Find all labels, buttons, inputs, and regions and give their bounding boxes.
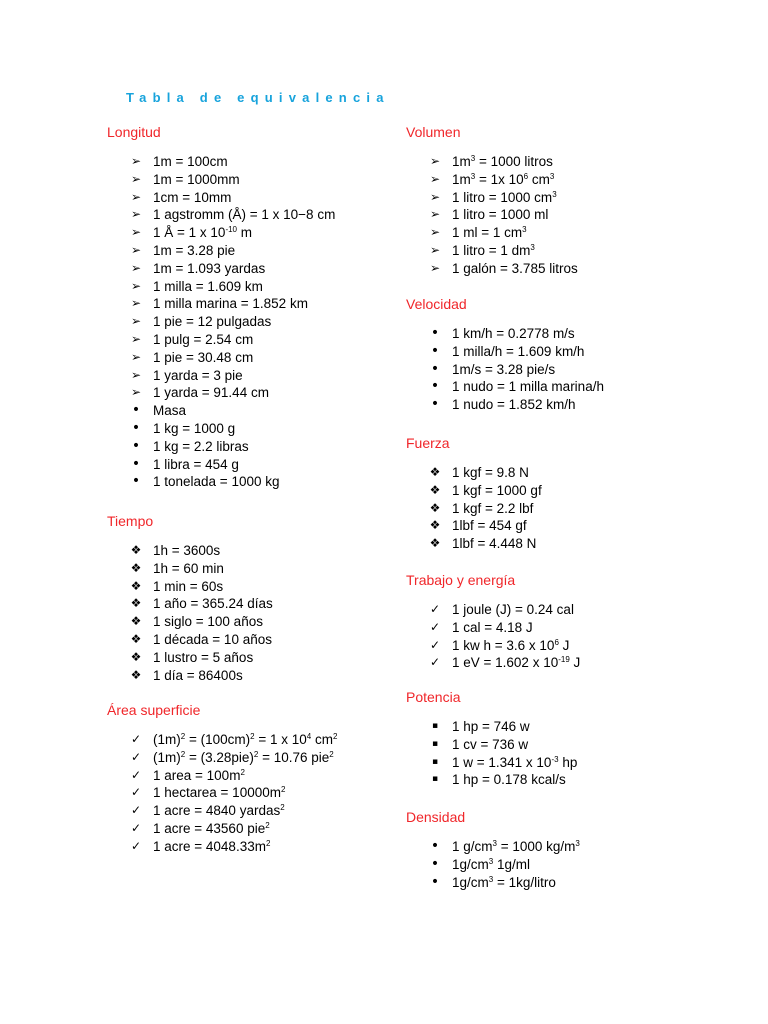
check-bullet-icon: ✓: [130, 820, 142, 835]
list-item: [107, 402, 335, 420]
item-text: 1 año = 365.24 días: [153, 596, 273, 612]
item-text: 1 kgf = 1000 gf: [452, 482, 542, 498]
superscript: 2: [250, 732, 255, 741]
item-text: Masa: [153, 403, 187, 419]
item-text: 1 nudo = 1.852 km/h: [452, 397, 576, 413]
dot-bullet-icon: •: [430, 325, 440, 341]
list-item: [107, 295, 335, 313]
item-text: 1cm = 10mm: [153, 189, 232, 205]
item-text: 1m = 3.28 pie: [153, 242, 236, 258]
dot-bullet-icon: •: [131, 437, 141, 454]
superscript: 6: [554, 637, 559, 647]
item-text: m: [237, 225, 252, 241]
arrow-bullet-icon: ➢: [130, 225, 142, 240]
arrow-bullet-icon: ➢: [130, 154, 142, 168]
list-item: [406, 260, 578, 278]
section-heading-tiempo: Tiempo: [107, 513, 154, 529]
diamond-bullet-icon: ❖: [429, 465, 441, 479]
superscript: 3: [488, 874, 494, 884]
list-item: [107, 331, 335, 349]
dot-bullet-icon: •: [430, 342, 440, 359]
superscript: 6: [523, 171, 529, 181]
item-text: 1 hp = 746 w: [452, 719, 530, 734]
check-bullet-icon: ✓: [130, 803, 142, 818]
list-item: [107, 784, 337, 802]
section-heading-trabajo-y-energia: Trabajo y energía: [406, 572, 516, 588]
list-item: [406, 242, 578, 260]
list-velocidad: [406, 325, 604, 414]
item-text: 1 pulg = 2.54 cm: [153, 331, 254, 347]
superscript: -3: [551, 754, 559, 764]
item-text: 1 siglo = 100 años: [153, 614, 263, 630]
diamond-bullet-icon: ❖: [429, 482, 441, 497]
arrow-bullet-icon: ➢: [130, 207, 142, 222]
item-text: 1 kgf = 9.8 N: [452, 465, 529, 480]
list-item: [406, 838, 580, 856]
superscript: 3: [470, 171, 476, 181]
check-bullet-icon: ✓: [429, 655, 441, 670]
square-bullet-icon: ▪: [431, 738, 439, 749]
superscript: 3: [492, 839, 497, 848]
square-bullet-icon: ▪: [431, 756, 439, 767]
item-text: 1g/cm: [452, 856, 489, 872]
diamond-bullet-icon: ❖: [130, 543, 142, 557]
list-item: [107, 649, 273, 667]
list-tiempo: [107, 542, 273, 684]
dot-bullet-icon: •: [430, 396, 440, 413]
item-text: 1 kg = 2.2 libras: [153, 438, 249, 454]
list-item: [406, 396, 604, 414]
list-item: [107, 171, 335, 189]
arrow-bullet-icon: ➢: [130, 331, 142, 346]
superscript: 2: [253, 749, 259, 759]
list-item: [107, 189, 335, 207]
arrow-bullet-icon: ➢: [130, 296, 142, 311]
diamond-bullet-icon: ❖: [429, 500, 441, 515]
item-text: = 1000 litros: [475, 154, 553, 169]
list-item: [107, 542, 273, 560]
diamond-bullet-icon: ❖: [130, 649, 142, 664]
list-item: [107, 749, 337, 767]
list-item: [406, 736, 577, 754]
list-item: [406, 637, 580, 655]
dot-bullet-icon: •: [430, 873, 440, 890]
superscript: 3: [530, 242, 535, 252]
superscript: 2: [329, 749, 334, 759]
item-text: J: [569, 655, 581, 671]
item-text: 1 eV = 1.602 x 10: [452, 655, 559, 671]
item-text: 1h = 3600s: [153, 543, 221, 558]
check-bullet-icon: ✓: [429, 602, 441, 616]
superscript: 3: [549, 171, 555, 181]
list-item: [107, 242, 335, 260]
item-text: 1 km/h = 0.2778 m/s: [452, 326, 575, 341]
item-text: 1 litro = 1000 cm: [452, 189, 553, 205]
item-text: 1g/ml: [493, 856, 530, 872]
list-item: [107, 384, 335, 402]
list-item: [406, 206, 578, 224]
list-item: [406, 378, 604, 396]
item-text: 1 milla/h = 1.609 km/h: [452, 343, 585, 359]
item-text: = 1x 10: [475, 171, 524, 187]
list-item: [107, 838, 337, 856]
list-item: [406, 343, 604, 361]
item-text: 1 ml = 1 cm: [452, 225, 523, 241]
section-heading-volumen: Volumen: [406, 124, 461, 140]
item-text: 1 joule (J) = 0.24 cal: [452, 602, 574, 617]
item-text: 1 yarda = 3 pie: [153, 367, 243, 383]
list-item: [406, 171, 578, 189]
list-item: [406, 654, 580, 672]
list-trabajo-y-energia: [406, 601, 580, 672]
list-item: [107, 667, 273, 685]
list-item: [406, 224, 578, 242]
list-item: [406, 325, 604, 343]
item-text: 1 Å = 1 x 10: [153, 225, 226, 241]
item-text: 1 kg = 1000 g: [153, 420, 236, 436]
arrow-bullet-icon: ➢: [130, 189, 142, 204]
item-text: = 1 x 10: [254, 732, 307, 747]
item-text: 1 día = 86400s: [153, 667, 243, 683]
list-item: [406, 601, 580, 619]
list-item: [107, 595, 273, 613]
superscript: 2: [180, 732, 186, 741]
item-text: J: [558, 637, 570, 653]
item-text: 1 galón = 3.785 litros: [452, 260, 578, 276]
superscript: 3: [522, 225, 527, 235]
list-item: [107, 820, 337, 838]
item-text: 1lbf = 454 gf: [452, 518, 527, 534]
item-text: 1 libra = 454 g: [153, 456, 239, 472]
section-heading-densidad: Densidad: [406, 809, 466, 825]
list-item: [406, 856, 580, 874]
section-heading-velocidad: Velocidad: [406, 296, 467, 312]
arrow-bullet-icon: ➢: [130, 171, 142, 186]
section-heading-fuerza: Fuerza: [406, 435, 450, 451]
list-item: [107, 473, 335, 491]
square-bullet-icon: ▪: [431, 774, 439, 785]
list-item: [107, 456, 335, 474]
item-text: 1m = 1.093 yardas: [153, 260, 266, 276]
list-fuerza: [406, 464, 542, 553]
item-text: 1 g/cm: [452, 839, 493, 854]
item-text: 1 milla marina = 1.852 km: [153, 296, 308, 312]
item-text: 1m: [452, 171, 471, 187]
list-item: [406, 874, 580, 892]
diamond-bullet-icon: ❖: [130, 631, 142, 646]
check-bullet-icon: ✓: [130, 732, 142, 746]
section-heading-area-superficie: Área superficie: [107, 702, 201, 718]
arrow-bullet-icon: ➢: [130, 349, 142, 364]
list-item: [406, 517, 542, 535]
list-item: [107, 260, 335, 278]
item-text: 1 pie = 30.48 cm: [153, 349, 254, 365]
check-bullet-icon: ✓: [130, 749, 142, 764]
arrow-bullet-icon: ➢: [429, 225, 441, 240]
superscript: 2: [265, 838, 271, 848]
list-volumen: [406, 153, 578, 278]
item-text: 1 yarda = 91.44 cm: [153, 385, 269, 401]
list-item: [107, 613, 273, 631]
diamond-bullet-icon: ❖: [130, 614, 142, 629]
superscript: 2: [180, 749, 186, 759]
item-text: = (100cm): [185, 732, 251, 747]
list-item: [107, 438, 335, 456]
check-bullet-icon: ✓: [130, 838, 142, 853]
list-item: [107, 224, 335, 242]
list-item: [107, 278, 335, 296]
list-item: [107, 206, 335, 224]
list-longitud: [107, 153, 335, 491]
arrow-bullet-icon: ➢: [429, 242, 441, 257]
superscript: 2: [265, 820, 270, 830]
list-item: [406, 153, 578, 171]
dot-bullet-icon: •: [430, 360, 440, 377]
list-densidad: [406, 838, 580, 891]
list-item: [406, 718, 577, 736]
list-item: [406, 754, 577, 772]
item-text: 1 litro = 1 dm: [452, 242, 531, 258]
document-title: Tabla de equivalencia: [126, 90, 390, 105]
dot-bullet-icon: •: [430, 378, 440, 395]
list-item: [406, 464, 542, 482]
item-text: = 1000 kg/m: [496, 839, 576, 854]
diamond-bullet-icon: ❖: [130, 560, 142, 575]
list-item: [107, 420, 335, 438]
item-text: 1 pie = 12 pulgadas: [153, 314, 272, 330]
list-area-superficie: [107, 731, 337, 856]
list-item: [406, 482, 542, 500]
item-text: 1 tonelada = 1000 kg: [153, 474, 280, 490]
list-item: [107, 560, 273, 578]
superscript: 3: [575, 839, 580, 848]
list-item: [107, 802, 337, 820]
list-item: [406, 535, 542, 553]
superscript: -10: [225, 225, 237, 235]
arrow-bullet-icon: ➢: [130, 385, 142, 400]
item-text: 1m/s = 3.28 pie/s: [452, 361, 556, 377]
superscript: 3: [552, 189, 557, 199]
superscript: 3: [470, 154, 476, 163]
dot-bullet-icon: •: [131, 402, 141, 419]
item-text: 1 kgf = 2.2 lbf: [452, 500, 534, 516]
superscript: 2: [332, 732, 338, 741]
arrow-bullet-icon: ➢: [130, 314, 142, 329]
item-text: 1m = 100cm: [153, 154, 228, 169]
dot-bullet-icon: •: [131, 419, 141, 436]
list-potencia: [406, 718, 577, 789]
list-item: [107, 153, 335, 171]
item-text: 1 litro = 1000 ml: [452, 207, 549, 223]
item-text: 1g/cm: [452, 874, 489, 890]
item-text: 1 hp = 0.178 kcal/s: [452, 772, 566, 788]
list-item: [406, 771, 577, 789]
item-text: 1 acre = 4048.33m: [153, 838, 266, 854]
arrow-bullet-icon: ➢: [130, 242, 142, 257]
list-item: [406, 619, 580, 637]
arrow-bullet-icon: ➢: [429, 189, 441, 204]
check-bullet-icon: ✓: [130, 785, 142, 800]
superscript: 4: [306, 732, 312, 741]
diamond-bullet-icon: ❖: [130, 578, 142, 593]
list-item: [107, 578, 273, 596]
arrow-bullet-icon: ➢: [429, 260, 441, 275]
arrow-bullet-icon: ➢: [429, 207, 441, 222]
item-text: 1m: [452, 154, 471, 169]
diamond-bullet-icon: ❖: [429, 518, 441, 533]
section-heading-longitud: Longitud: [107, 124, 161, 140]
item-text: 1 milla = 1.609 km: [153, 278, 263, 294]
diamond-bullet-icon: ❖: [130, 596, 142, 611]
item-text: 1 agstromm (Å) = 1 x 10−8 cm: [153, 207, 336, 223]
dot-bullet-icon: •: [430, 855, 440, 872]
superscript: 2: [280, 803, 285, 813]
list-item: [406, 189, 578, 207]
item-text: 1 nudo = 1 milla marina/h: [452, 379, 604, 395]
item-text: 1 min = 60s: [153, 578, 224, 594]
item-text: (1m): [153, 732, 181, 747]
list-item: [107, 349, 335, 367]
list-item: [107, 767, 337, 785]
item-text: 1h = 60 min: [153, 560, 224, 576]
check-bullet-icon: ✓: [429, 619, 441, 634]
item-text: (1m): [153, 749, 181, 765]
check-bullet-icon: ✓: [130, 767, 142, 782]
item-text: = 10.76 pie: [258, 749, 330, 765]
superscript: 2: [280, 785, 286, 795]
list-item: [107, 313, 335, 331]
dot-bullet-icon: •: [131, 455, 141, 472]
arrow-bullet-icon: ➢: [130, 278, 142, 293]
item-text: 1m = 1000mm: [153, 171, 240, 187]
item-text: 1 acre = 43560 pie: [153, 820, 266, 836]
diamond-bullet-icon: ❖: [429, 536, 441, 551]
item-text: 1 acre = 4840 yardas: [153, 803, 281, 819]
item-text: 1 w = 1.341 x 10: [452, 754, 552, 770]
arrow-bullet-icon: ➢: [429, 154, 441, 168]
list-item: [107, 367, 335, 385]
superscript: 2: [240, 767, 245, 777]
item-text: hp: [558, 754, 578, 770]
superscript: -19: [558, 655, 570, 665]
item-text: = 1kg/litro: [493, 874, 556, 890]
section-heading-potencia: Potencia: [406, 689, 461, 705]
list-item: [107, 731, 337, 749]
dot-bullet-icon: •: [131, 473, 141, 490]
item-text: 1 area = 100m: [153, 767, 241, 783]
square-bullet-icon: ▪: [431, 721, 439, 731]
item-text: 1 cal = 4.18 J: [452, 619, 533, 635]
item-text: = (3.28pie): [185, 749, 254, 765]
list-item: [406, 500, 542, 518]
item-text: 1 kw h = 3.6 x 10: [452, 637, 555, 653]
arrow-bullet-icon: ➢: [130, 260, 142, 275]
item-text: 1 hectarea = 10000m: [153, 785, 281, 801]
item-text: cm: [528, 171, 550, 187]
diamond-bullet-icon: ❖: [130, 667, 142, 682]
superscript: 3: [488, 856, 494, 866]
item-text: 1 lustro = 5 años: [153, 649, 254, 665]
arrow-bullet-icon: ➢: [130, 367, 142, 382]
item-text: 1 cv = 736 w: [452, 736, 529, 752]
dot-bullet-icon: •: [430, 838, 440, 854]
list-item: [406, 361, 604, 379]
item-text: 1 década = 10 años: [153, 631, 272, 647]
item-text: cm: [311, 732, 333, 747]
list-item: [107, 631, 273, 649]
arrow-bullet-icon: ➢: [429, 171, 441, 186]
item-text: 1lbf = 4.448 N: [452, 536, 537, 552]
check-bullet-icon: ✓: [429, 637, 441, 652]
